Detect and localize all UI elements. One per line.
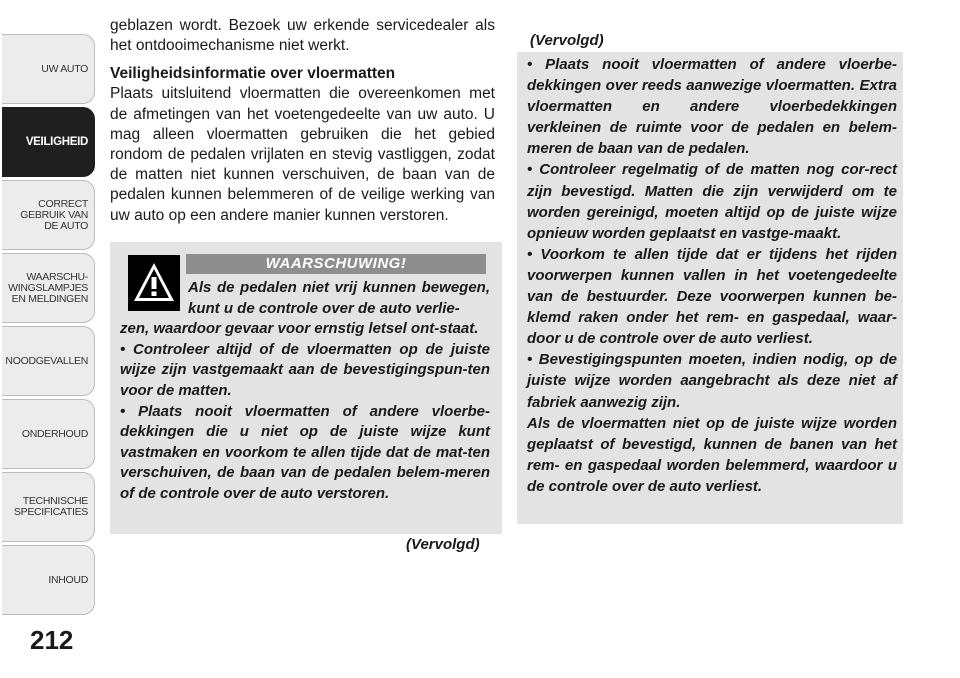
left-column [110, 16, 495, 226]
warning-bullet: • Controleer altijd of de vloermatten op de juiste wijze zijn vastgemaakt aan de bevestigingspun-ten voor de matten. [120, 340, 490, 399]
tab-correct-gebruik[interactable]: CORRECT GEBRUIK VAN DE AUTO [2, 180, 95, 250]
warning-bullet: • Voorkom te allen tijde dat er tijdens het rijden voorwerpen kunnen vallen in het voetengedeelte van de bestuurder. Deze voorwerpen kunnen be-klemd raken onder het rem- en gaspedaal, waar-door u de controle over de auto verliest. [527, 245, 897, 348]
body-paragraph: Plaats uitsluitend vloermatten die overeenkomen met de afmetingen van het voetengedeelte van uw auto. U mag alleen vloermatten gebruiken die het gebied rondom de pedalen vrijlaten en stevig vastliggen, zodat de matten niet kunnen verschuiven, de baan van de pedalen kunnen belemmeren of de veilige werking van uw auto op een andere manier kunnen verstoren. [110, 85, 495, 224]
tab-uw-auto[interactable]: UW AUTO [2, 34, 95, 104]
tab-onderhoud[interactable]: ONDERHOUD [2, 399, 95, 469]
warning-bullet: • Plaats nooit vloermatten of andere vloerbe-dekkingen die u niet op de juiste wijze kunt vastmaken en voorkom te allen tijde dat de mat-ten verschuiven, de baan van de pedalen belem-meren of de controle over de auto verstoren. [120, 402, 490, 502]
tab-noodgevallen[interactable]: NOODGEVALLEN [2, 326, 95, 396]
warning-bullet: • Plaats nooit vloermatten of andere vloerbe-dekkingen over reeds aanwezige vloermatten. Extra vloermatten en andere vloerbedekkingen verkleinen de ruimte voor de pedalen en belem-meren de baan van de pedalen. [527, 56, 897, 158]
warning-text [120, 278, 490, 505]
warning-continued-text [527, 54, 897, 497]
tab-veiligheid[interactable]: VEILIGHEID [2, 107, 95, 177]
continued-label: (Vervolgd) [406, 536, 480, 553]
tab-inhoud[interactable]: INHOUD [2, 545, 95, 615]
warning-bullet: • Bevestigingspunten moeten, indien nodig, op de juiste wijze worden aangebracht als deze niet af fabriek aanwezig zijn. [527, 351, 897, 411]
warning-first-lines: Als de pedalen niet vrij kunnen bewegen, kunt u de controle over de auto verlie- [188, 279, 490, 317]
tab-technische-specificaties[interactable]: TECHNISCHE SPECIFICATIES [2, 472, 95, 542]
section-heading: Veiligheidsinformatie over vloermatten [110, 65, 396, 83]
warning-bullet: • Controleer regelmatig of de matten nog cor-rect zijn bevestigd. Matten die zijn verwijderd om te worden gereinigd, moeten altijd op de juiste wijze opnieuw worden geplaatst en vastge-maakt. [527, 161, 897, 242]
warning-title: WAARSCHUWING! [186, 254, 486, 274]
page-number: 212 [30, 625, 74, 655]
intro-paragraph: geblazen wordt. Bezoek uw erkende servicedealer als het ontdooimechanisme niet werkt. [110, 17, 495, 55]
tab-waarschuwingslampjes[interactable]: WAARSCHU- WINGSLAMPJES EN MELDINGEN [2, 253, 95, 323]
warning-closing: Als de vloermatten niet op de juiste wijze worden geplaatst of bevestigd, kunnen de banen van het rem- en gaspedaal worden belemmerd, waardoor u de controle over de auto verliest. [527, 414, 897, 495]
warning-rest: zen, waardoor gevaar voor ernstig letsel ont-staat. [120, 320, 479, 338]
continued-label: (Vervolgd) [530, 32, 604, 49]
